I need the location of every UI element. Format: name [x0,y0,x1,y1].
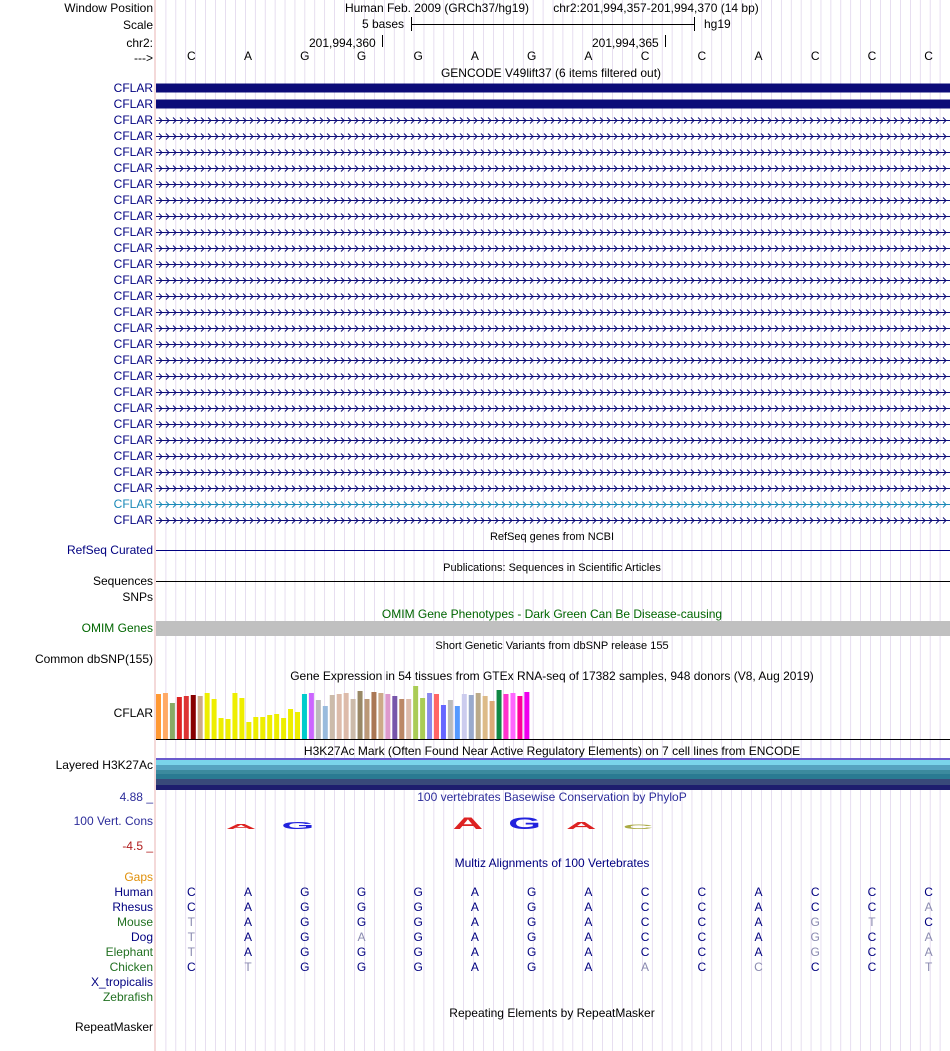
alignment-base: A [924,900,933,914]
refseq-title[interactable]: RefSeq genes from NCBI [489,531,615,543]
gencode-transcript[interactable] [156,243,950,254]
alignment-base: C [640,945,650,959]
gencode-transcript[interactable] [156,483,950,494]
gtex-tissue-bar [232,693,237,739]
gencode-gene-label[interactable]: CFLAR [113,97,153,111]
refseq-label[interactable]: RefSeq Curated [66,543,153,557]
alignment-base: A [244,900,253,914]
scale-bar-line [411,24,695,25]
gtex-tissue-bar [177,697,182,739]
alignment-base: A [244,930,253,944]
alignment-base: G [526,930,537,944]
gencode-transcript[interactable] [156,131,950,142]
gtex-tissue-bar [156,694,161,739]
species-label[interactable]: X_tropicalis [90,975,153,989]
alignment-base: A [754,900,763,914]
alignment-base: C [867,960,877,974]
gtex-tissue-bar [274,714,279,739]
repeatmasker-label[interactable]: RepeatMasker [74,1020,153,1034]
gencode-gene-label[interactable]: CFLAR [113,177,153,191]
strand-label: ---> [134,51,153,65]
gtex-tissue-bar [358,691,363,739]
alignment-base: A [357,930,366,944]
dbsnp-title[interactable]: Short Genetic Variants from dbSNP release 155 [435,640,669,652]
assembly-text[interactable]: Human Feb. 2009 (GRCh37/hg19) [344,1,530,15]
alignment-base: G [810,915,820,929]
pubs-line[interactable] [156,581,950,582]
window-position-label: Window Position [64,1,153,15]
gencode-transcript[interactable] [156,147,950,158]
phylop-logo-letter: A [566,819,597,832]
alignment-base: G [413,960,423,974]
gtex-tissue-bar [427,693,432,739]
alignment-base: C [187,900,196,914]
gencode-gene-label[interactable]: CFLAR [113,369,153,383]
gencode-transcript[interactable] [156,163,950,174]
gencode-gene-label[interactable]: CFLAR [113,257,153,271]
alignment-base: G [300,915,310,929]
gtex-tissue-bar [378,693,383,739]
gencode-transcript[interactable] [156,515,950,526]
alignment-base: C [697,945,707,959]
reference-base: G [526,49,537,63]
phylop-logo-letter: A [452,814,484,833]
gencode-gene-label[interactable]: CFLAR [113,289,153,303]
gencode-transcript[interactable] [156,371,950,382]
alignment-base: G [356,960,367,974]
gtex-tissue-bar [260,717,265,739]
alignment-base: T [924,960,933,974]
phylop-ymin: -4.5 _ [122,839,153,853]
gencode-transcript[interactable] [156,195,950,206]
alignment-base: G [526,960,537,974]
exon-block [156,84,950,93]
gtex-tissue-bar [323,706,328,739]
alignment-base: A [754,885,763,899]
gencode-transcript[interactable] [156,291,950,302]
alignment-base: C [867,945,877,959]
scale-bar-right-tick [694,17,695,31]
alignment-base: C [697,885,707,899]
reference-base: C [697,49,707,63]
gtex-tissue-bar [510,693,515,739]
gencode-title[interactable]: GENCODE V49lift37 (6 items filtered out) [440,66,662,80]
gencode-gene-label[interactable]: CFLAR [113,337,153,351]
alignment-base: G [413,945,423,959]
alignment-base: C [640,915,650,929]
gencode-transcript[interactable] [156,179,950,190]
alignment-base: G [356,885,367,899]
alignment-base: G [526,945,537,959]
alignment-base: G [300,930,310,944]
alignment-base: G [356,915,367,929]
chrom-label: chr2: [126,36,153,50]
alignment-base: T [868,915,876,929]
alignment-base: C [640,885,650,899]
pubs-title[interactable]: Publications: Sequences in Scientific Articles [443,562,661,574]
alignment-base: A [584,885,593,899]
alignment-base: T [187,945,196,959]
gencode-transcript[interactable] [156,307,950,318]
species-label[interactable]: Human [114,885,153,899]
alignment-base: G [810,945,820,959]
gencode-gene-label[interactable]: CFLAR [113,113,153,127]
gencode-transcript[interactable] [156,227,950,238]
gtex-tissue-bar [212,699,217,739]
species-label[interactable]: Chicken [109,960,153,974]
species-label[interactable]: Zebrafish [102,990,153,1004]
gencode-gene-label[interactable]: CFLAR [113,417,153,431]
gtex-baseline [156,739,950,740]
gtex-tissue-bar [434,694,439,739]
alignment-base: C [697,915,707,929]
gtex-tissue-bar [198,696,203,739]
gencode-gene-label[interactable]: CFLAR [113,193,153,207]
gtex-tissue-bar [399,699,404,739]
gtex-tissue-bar [483,696,488,739]
reference-base: A [754,49,763,63]
gtex-tissue-bar [497,690,502,739]
alignment-base: A [924,945,933,959]
reference-base: G [356,49,367,63]
gtex-tissue-bar [170,703,175,739]
reference-base: C [924,49,933,63]
gencode-transcript[interactable] [156,419,950,430]
gtex-tissue-bar [288,709,293,739]
h3k27ac-title[interactable]: H3K27Ac Mark (Often Found Near Active Regulatory Elements) on 7 cell lines from ENCODE [303,744,801,758]
reference-base: G [300,49,310,63]
alignment-base: G [413,915,423,929]
alignment-base: G [526,885,537,899]
gtex-tissue-bar [385,694,390,739]
phylop-logo-letter: G [281,819,315,832]
alignment-base: A [244,915,253,929]
alignment-base: C [697,930,707,944]
gencode-gene-label[interactable]: CFLAR [113,321,153,335]
alignment-base: G [300,960,310,974]
coord-right-tick [665,35,666,47]
alignment-base: A [754,915,763,929]
alignment-base: C [754,960,763,974]
gencode-transcript[interactable] [156,115,950,126]
gencode-transcript[interactable] [156,451,950,462]
gencode-gene-label[interactable]: CFLAR [113,145,153,159]
snps-label[interactable]: SNPs [122,590,153,604]
omim-bar[interactable] [156,621,950,636]
gencode-gene-label[interactable]: CFLAR [113,433,153,447]
species-label[interactable]: Mouse [116,915,153,929]
gencode-gene-label[interactable]: CFLAR [113,305,153,319]
alignment-base: A [924,930,933,944]
pubs-label[interactable]: Sequences [92,574,153,588]
exon-block [156,100,950,109]
alignment-base: G [356,945,367,959]
gtex-tissue-bar [246,722,251,739]
reference-base: C [187,49,196,63]
phylop-logo-letter: A [225,822,257,831]
gtex-tissue-bar [309,693,314,739]
gtex-tissue-bar [392,696,397,739]
gencode-gene-label[interactable]: CFLAR [113,129,153,143]
coord-left-tick [382,35,383,47]
alignment-base: A [470,945,479,959]
reference-base: C [867,49,877,63]
phylop-title[interactable]: 100 vertebrates Basewise Conservation by PhyloP [417,790,687,804]
alignment-base: C [924,915,933,929]
gtex-tissue-bar [226,719,231,739]
dbsnp-label[interactable]: Common dbSNP(155) [34,652,153,666]
alignment-base: G [300,945,310,959]
alignment-base: G [300,900,310,914]
species-label[interactable]: Dog [130,930,153,944]
coord-right-text: 201,994,365 [592,36,659,50]
gtex-tissue-bar [524,692,529,739]
alignment-base: T [187,915,196,929]
alignment-base: G [413,900,423,914]
gtex-tissue-bar [337,694,342,739]
gencode-transcript[interactable] [156,99,950,110]
alignment-base: G [526,915,537,929]
alignment-base: G [300,885,310,899]
omim-title[interactable]: OMIM Gene Phenotypes - Dark Green Can Be Disease-causing [381,607,723,621]
gencode-gene-label[interactable]: CFLAR [113,225,153,239]
gtex-tissue-bar [476,693,481,739]
gtex-tissue-bar [469,695,474,739]
alignment-base: C [187,960,196,974]
alignment-base: A [641,960,650,974]
alignment-base: T [244,960,252,974]
gtex-label[interactable]: CFLAR [113,706,153,720]
gencode-gene-label[interactable]: CFLAR [113,481,153,495]
gencode-gene-label[interactable]: CFLAR [113,209,153,223]
gtex-tissue-bar [330,695,335,739]
alignment-base: G [526,900,537,914]
gencode-gene-label[interactable]: CFLAR [113,273,153,287]
alignment-base: A [584,915,593,929]
gtex-tissue-bar [413,686,418,739]
alignment-base: A [470,885,479,899]
gtex-tissue-bar [420,698,425,739]
gencode-transcript[interactable] [156,355,950,366]
gencode-transcript[interactable] [156,387,950,398]
gencode-transcript[interactable] [156,211,950,222]
alignment-base: A [584,900,593,914]
alignment-base: G [413,885,423,899]
gencode-gene-label[interactable]: CFLAR [113,401,153,415]
gtex-tissue-bar [219,718,224,739]
alignment-base: C [810,900,820,914]
alignment-base: A [470,915,479,929]
alignment-base: A [244,945,253,959]
scale-bases-text: 5 bases [362,17,405,31]
scale-label: Scale [122,18,153,32]
alignment-base: A [244,885,253,899]
species-label[interactable]: Elephant [105,945,153,959]
phylop-ymax: 4.88 _ [119,790,153,804]
reference-base: C [810,49,820,63]
reference-base: A [470,49,479,63]
gencode-gene-label[interactable]: CFLAR [113,497,153,511]
alignment-base: C [810,960,820,974]
phylop-logo-letter: G [508,814,541,833]
reference-base: G [413,49,423,63]
phylop-logo-letter: C [622,823,654,831]
alignment-base: A [470,900,479,914]
phylop-label[interactable]: 100 Vert. Cons [73,814,153,828]
gtex-tissue-bar [517,696,522,739]
alignment-base: C [924,885,933,899]
gencode-transcript[interactable] [156,259,950,270]
alignment-base: C [640,930,650,944]
gencode-gene-label[interactable]: CFLAR [113,353,153,367]
gencode-transcript[interactable] [156,323,950,334]
range-text[interactable]: chr2:201,994,357-201,994,370 (14 bp) [553,1,759,15]
reference-base: A [584,49,593,63]
gtex-tissue-bar [184,696,189,739]
gencode-transcript[interactable] [156,435,950,446]
gencode-transcript[interactable] [156,83,950,94]
gencode-transcript[interactable] [156,467,950,478]
reference-base: C [640,49,650,63]
gencode-gene-label[interactable]: CFLAR [113,513,153,527]
gencode-transcript[interactable] [156,339,950,350]
alignment-base: C [697,900,707,914]
gencode-transcript[interactable] [156,403,950,414]
gtex-tissue-bar [441,705,446,739]
gtex-tissue-bar [365,699,370,739]
alignment-base: G [356,900,367,914]
gtex-tissue-bar [295,712,300,739]
refseq-line[interactable] [156,550,950,551]
gencode-transcript[interactable] [156,499,950,510]
alignment-base: G [810,930,820,944]
gencode-gene-label[interactable]: CFLAR [113,385,153,399]
omim-label[interactable]: OMIM Genes [81,621,153,635]
alignment-base: T [187,930,196,944]
alignment-base: A [584,960,593,974]
gencode-gene-label[interactable]: CFLAR [113,465,153,479]
gtex-tissue-bar [351,699,356,739]
gtex-tissue-bar [239,698,244,739]
gtex-tissue-bar [267,715,272,739]
coord-left-text: 201,994,360 [309,36,376,50]
gtex-barchart[interactable] [156,683,546,739]
species-label[interactable]: Rhesus [112,900,153,914]
gencode-gene-label[interactable]: CFLAR [113,161,153,175]
alignment-base: A [470,930,479,944]
multiz-title[interactable]: Multiz Alignments of 100 Vertebrates [454,856,650,870]
alignment-base: A [584,930,593,944]
alignment-base: C [187,885,196,899]
alignment-base: C [867,930,877,944]
gtex-tissue-bar [371,692,376,739]
alignment-base: A [584,945,593,959]
gtex-tissue-bar [455,706,460,739]
repeatmasker-title[interactable]: Repeating Elements by RepeatMasker [449,1006,655,1020]
h3k27ac-label[interactable]: Layered H3K27Ac [55,758,153,772]
reference-base: A [244,49,253,63]
gencode-transcript[interactable] [156,275,950,286]
alignment-base: G [413,930,423,944]
gencode-gene-label[interactable]: CFLAR [113,449,153,463]
alignment-base: A [754,930,763,944]
gaps-label[interactable]: Gaps [124,870,153,884]
gencode-gene-label[interactable]: CFLAR [113,241,153,255]
alignment-base: C [867,900,877,914]
phylop-logo[interactable] [156,810,950,840]
gtex-tissue-bar [448,700,453,739]
alignment-base: C [810,885,820,899]
gtex-tissue-bar [316,700,321,739]
gtex-tissue-bar [205,693,210,739]
gtex-title[interactable]: Gene Expression in 54 tissues from GTEx RNA-seq of 17382 samples, 948 donors (V8, Aug 2019) [290,669,814,683]
gtex-tissue-bar [344,693,349,739]
gencode-gene-label[interactable]: CFLAR [113,81,153,95]
alignment-base: C [867,885,877,899]
alignment-base: A [754,945,763,959]
alignment-base: A [470,960,479,974]
gtex-tissue-bar [191,695,196,739]
gtex-tissue-bar [302,694,307,739]
alignment-base: C [697,960,707,974]
gtex-tissue-bar [163,693,168,739]
alignment-base: C [640,900,650,914]
gtex-tissue-bar [490,701,495,739]
gtex-tissue-bar [253,717,258,739]
gtex-tissue-bar [462,694,467,739]
gtex-tissue-bar [406,699,411,739]
gtex-tissue-bar [281,718,286,739]
scale-db-text: hg19 [704,17,731,31]
gtex-tissue-bar [504,694,509,739]
